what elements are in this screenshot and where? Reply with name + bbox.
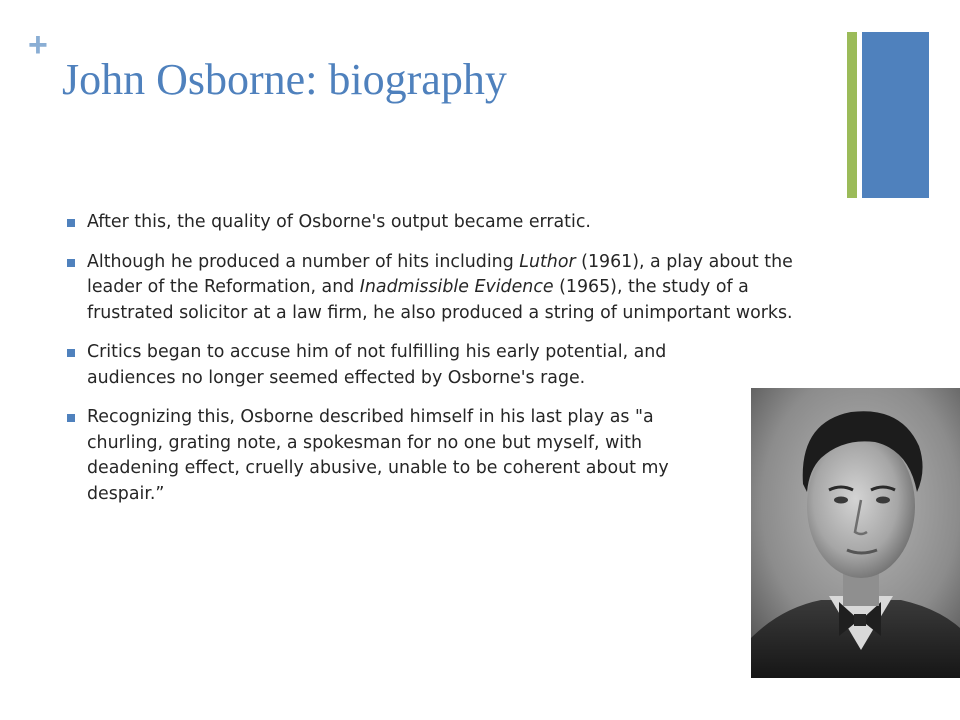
bullet-item	[67, 250, 832, 327]
bullet-text: Although he produced a number of hits including	[87, 251, 520, 272]
slide-title: John Osborne: biography	[62, 55, 507, 104]
play-title-inadmissible-evidence: Inadmissible Evidence	[359, 277, 554, 297]
bullet-item	[67, 340, 727, 391]
blue-accent-bar	[862, 32, 929, 198]
green-accent-bar	[847, 32, 857, 198]
bullet-item	[67, 210, 847, 236]
bullet-text: Critics began to accuse him of not fulfilling his early potential, and audiences no longer seemed effected by Osborne's rage.	[87, 342, 667, 388]
bullet-text: (1961), a play about the leader of the Reformation, and	[87, 251, 793, 297]
bullet-text: Recognizing this, Osborne described himself in his last play as "a churling, grating note, a spokesman for no one but myself, with deadening effect, cruelly abusive, unable to be coherent about my despair.”	[87, 407, 669, 504]
portrait-photo	[751, 388, 960, 678]
bullet-item	[67, 405, 727, 507]
bullet-text: After this, the quality of Osborne's output became erratic.	[87, 212, 591, 232]
bullet-list	[67, 210, 847, 521]
bullet-text: (1965), the study of a frustrated solicitor at a law firm, he also produced a string of unimportant works.	[87, 277, 793, 323]
play-title-luthor: Luthor	[519, 251, 576, 272]
plus-mark: +	[28, 26, 48, 64]
